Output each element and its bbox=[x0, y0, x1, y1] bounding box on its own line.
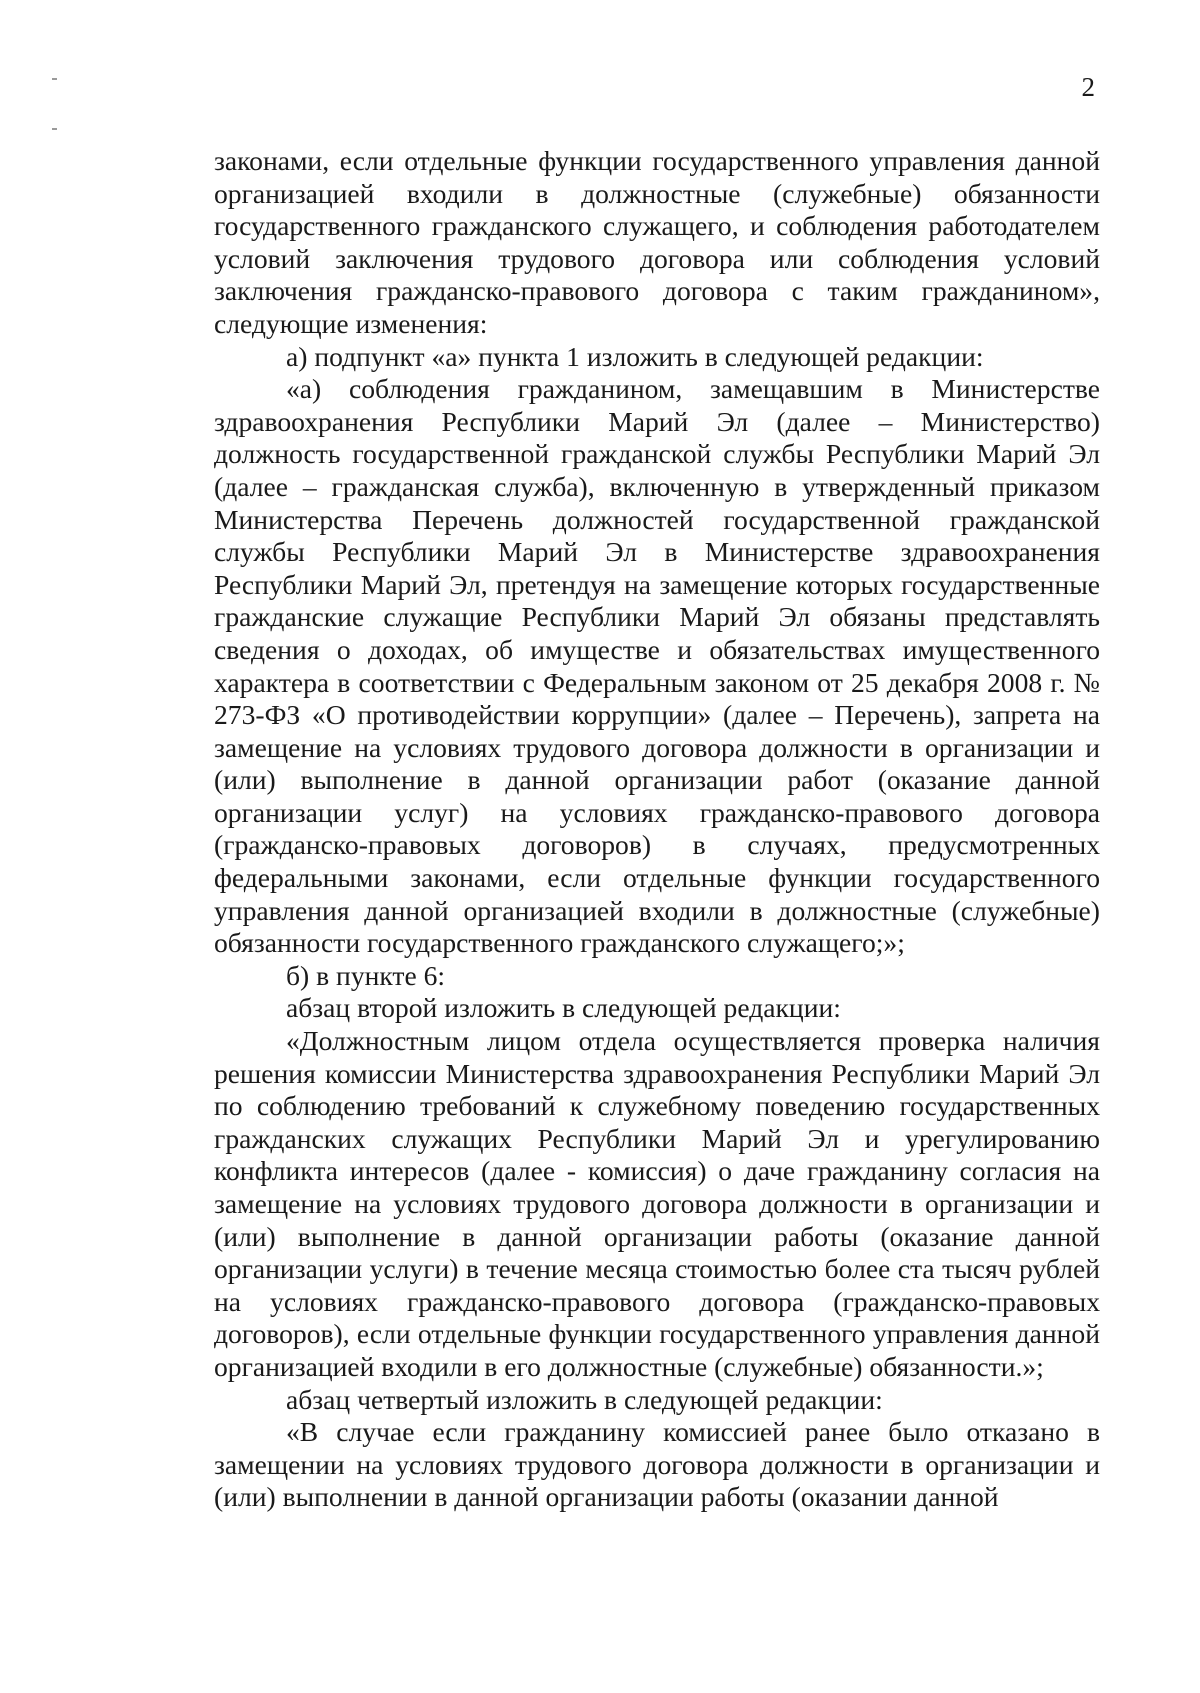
paragraph-abzac-fourth-text: «В случае если гражданину комиссией ранее было отказано в замещении на условиях трудового договора должности в организации и (или) выполнении в данной организации работы (оказании данной bbox=[214, 1416, 1100, 1513]
paragraph-abzac-fourth: абзац четвертый изложить в следующей редакции: bbox=[286, 1383, 883, 1415]
paragraph-subpoint-a: а) подпункт «а» пункта 1 изложить в следующей редакции: bbox=[286, 340, 984, 372]
document-body bbox=[214, 145, 1100, 1514]
page-number: 2 bbox=[1081, 72, 1095, 102]
paragraph-subpoint-a-text: «а) соблюдения гражданином, замещавшим в Министерстве здравоохранения Республики Марий Эл (далее – Министерство) должность государственной гражданской службы Республики Марий Эл (далее – гражданская служба), включенную в утвержденный приказом Министерства Перечень должностей государственной гражданской службы Республики Марий Эл в Министерстве здравоохранения Республики Марий Эл, претендуя на замещение которых государственные гражданские служащие Республики Марий Эл обязаны представлять сведения о доходах, об имуществе и обязательствах имущественного характера в соответствии с Федеральным законом от 25 декабря 2008 г. № 273-ФЗ «О противодействии коррупции» (далее – Перечень), запрета на замещение на условиях трудового договора должности в организации и (или) выполнение в данной организации работ (оказание данной организации услуг) на условиях гражданско-правового договора (гражданско-правовых договоров) в случаях, предусмотренных федеральными законами, если отдельные функции государственного управления данной организацией входили в должностные (служебные) обязанности государственного гражданского служащего;»; bbox=[214, 373, 1100, 959]
paragraph-abzac-second: абзац второй изложить в следующей редакции: bbox=[286, 992, 841, 1024]
paragraph-subpoint-b: б) в пункте 6: bbox=[286, 959, 446, 991]
paragraph-continuation: законами, если отдельные функции государственного управления данной организацией входили в должностные (служебные) обязанности государственного гражданского служащего, и соблюдения работодателем условий заключения трудового договора или соблюдения условий заключения гражданско-правового договора с таким гражданином», следующие изменения: bbox=[214, 145, 1100, 339]
scan-mark bbox=[52, 78, 57, 80]
paragraph-abzac-second-text: «Должностным лицом отдела осуществляется проверка наличия решения комиссии Министерства здравоохранения Республики Марий Эл по соблюдению требований к служебному поведению государственных гражданских служащих Республики Марий Эл и урегулированию конфликта интересов (далее - комиссия) о даче гражданину согласия на замещение на условиях трудового договора должности в организации и (или) выполнение в данной организации работы (оказание данной организации услуги) в течение месяца стоимостью более ста тысяч рублей на условиях гражданско-правового договора (гражданско-правовых договоров), если отдельные функции государственного управления данной организацией входили в его должностные (служебные) обязанности.»; bbox=[214, 1025, 1100, 1382]
scan-mark bbox=[52, 128, 57, 130]
